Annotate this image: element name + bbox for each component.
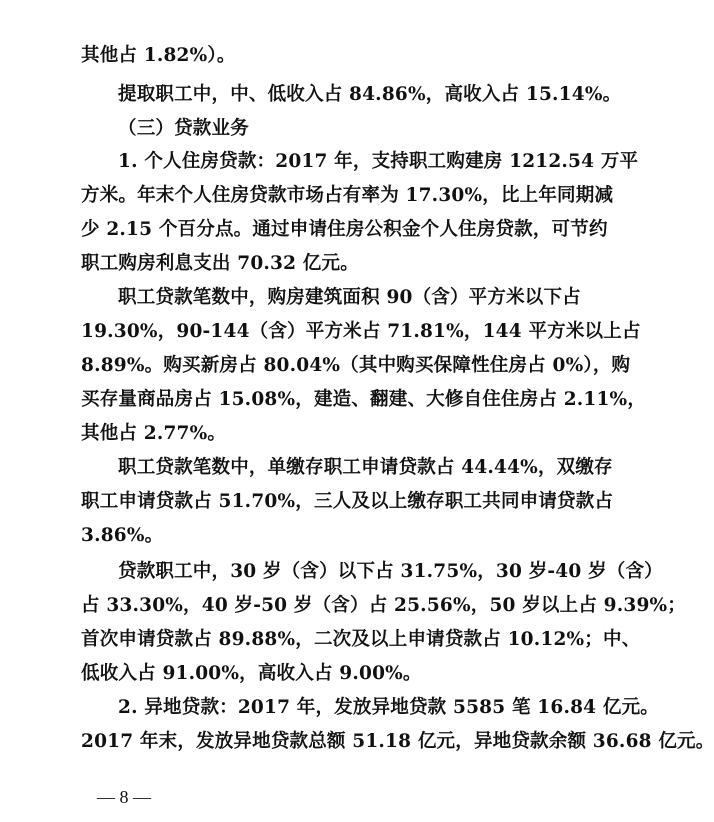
text-line-12: 其他占 2.77%。 <box>81 423 227 444</box>
text-line-6: 少 2.15 个百分点。通过申请住房公积金个人住房贷款，可节约 <box>81 219 608 240</box>
page-number: — 8 — <box>97 787 151 807</box>
section-heading-loans: （三）贷款业务 <box>118 118 249 139</box>
text-line-19: 低收入占 91.00%，高收入占 9.00%。 <box>81 663 422 684</box>
text-line-17: 占 33.30%，40 岁-50 岁（含）占 25.56%，50 岁以上占 9.39%； <box>81 595 687 616</box>
text-line-9: 19.30%，90-144（含）平方米占 71.81%，144 平方米以上占 <box>81 321 641 342</box>
text-line-10: 8.89%。购买新房占 80.04%（其中购买保障性住房占 0%），购 <box>81 355 631 376</box>
text-line-11: 买存量商品房占 15.08%，建造、翻建、大修自住住房占 2.11%， <box>81 389 647 410</box>
text-line-4: 1. 个人住房贷款：2017 年，支持职工购建房 1212.54 万平 <box>118 151 639 172</box>
text-line-1: 其他占 1.82%）。 <box>81 45 236 66</box>
text-line-18: 首次申请贷款占 89.88%，二次及以上申请贷款占 10.12%；中、 <box>81 629 641 650</box>
text-line-5: 方米。年末个人住房贷款市场占有率为 17.30%，比上年同期减 <box>81 185 614 206</box>
text-line-8: 职工贷款笔数中，购房建筑面积 90（含）平方米以下占 <box>118 287 581 308</box>
text-line-20: 2. 异地贷款：2017 年，发放异地贷款 5585 笔 16.84 亿元。 <box>118 697 659 718</box>
text-line-15: 3.86%。 <box>81 525 164 546</box>
text-line-2: 提取职工中，中、低收入占 84.86%，高收入占 15.14%。 <box>118 84 622 105</box>
text-line-13: 职工贷款笔数中，单缴存职工申请贷款占 44.44%，双缴存 <box>118 457 613 478</box>
text-line-21: 2017 年末，发放异地贷款总额 51.18 亿元，异地贷款余额 36.68 亿元。 <box>81 731 714 752</box>
text-line-14: 职工申请贷款占 51.70%，三人及以上缴存职工共同申请贷款占 <box>81 491 614 512</box>
text-line-7: 职工购房利息支出 70.32 亿元。 <box>81 253 359 274</box>
text-line-16: 贷款职工中，30 岁（含）以下占 31.75%，30 岁-40 岁（含） <box>118 561 663 582</box>
